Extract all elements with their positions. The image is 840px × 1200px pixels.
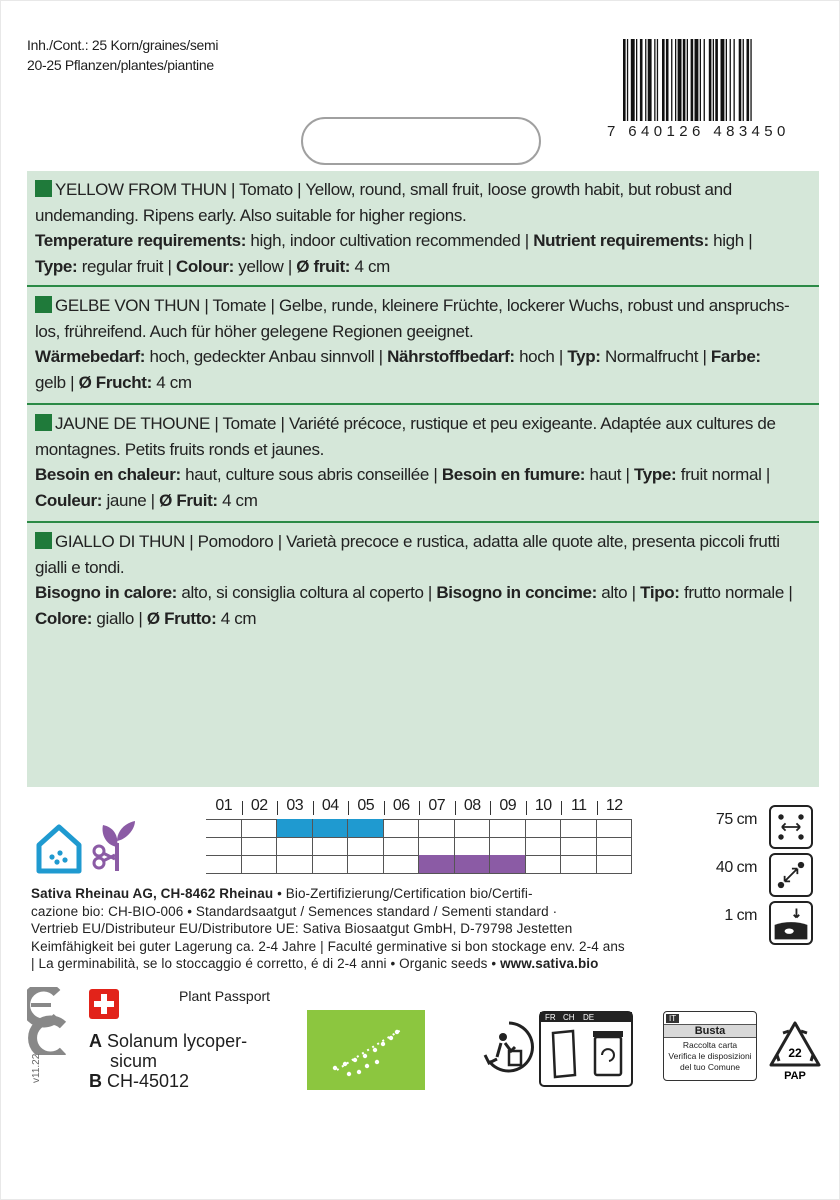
barcode-bar: [713, 39, 714, 121]
barcode-bar: [627, 39, 628, 121]
month-label: 09: [499, 797, 517, 814]
month-label: 11: [570, 797, 587, 814]
barcode-bar: [750, 39, 751, 121]
description-it: GIALLO DI THUN | Pomodoro | Varietà precoce e rustica, adatta alle quote alte, presenta piccoli frutti gialli e tondi. Bisogno in calore: alto, si consiglia coltura al coperto | Bisogno in concime: alto | Tipo: frutto normale | Colore: giallo | Ø Frutto: 4 cm: [35, 532, 793, 628]
organic-star: [375, 1060, 379, 1064]
calendar-cell: [242, 855, 278, 873]
legal-text: Sativa Rheinau AG, CH-8462 Rheinau • Bio-Zertifizierung/Certification bio/Certifi- cazione bio: CH-BIO-006 • Standardsaatgut / Semences standard / Sementi standard · Vertrieb EU/Distributeur EU/Distributore UE: Sativa Biosaatgut GmbH, D-79798 Jestetten Keimfähigkeit bei guter Lagerung ca. 2-4 Jahre | Faculté germinative si bon stockage env. 2-4 ans | La germinabilità, se lo stoccaggio é corretto, é di 2-4 anni • Organic seeds • www.sativa.bio: [31, 886, 625, 971]
grid-line: [206, 873, 632, 874]
month-divider: [597, 801, 598, 815]
organic-star: [347, 1072, 351, 1076]
eu-organic-leaf-icon: [307, 1010, 425, 1090]
busta-instructions: Raccolta carta Verifica le disposizioni del tuo Comune: [668, 1040, 752, 1072]
barcode-bar: [636, 39, 637, 121]
calendar-cell: [348, 855, 384, 873]
section-marker: [35, 180, 52, 197]
content-line-1: Inh./Cont.: 25 Korn/graines/semi: [27, 37, 219, 53]
organic-star: [357, 1070, 361, 1074]
month-label: 10: [534, 797, 552, 814]
barcode-bar: [734, 39, 735, 121]
barcode-bar: [666, 39, 669, 121]
calendar-cell: [384, 855, 420, 873]
barcode-bar: [704, 39, 705, 121]
section-marker: [35, 414, 52, 431]
swiss-flag-icon: [89, 989, 119, 1019]
month-divider: [277, 801, 278, 815]
barcode-bar: [631, 39, 635, 121]
recycle-icon: [479, 1017, 539, 1077]
organic-star: [333, 1066, 337, 1070]
month-label: 04: [321, 797, 339, 814]
organic-star: [381, 1042, 385, 1046]
italy-disposal-label: [663, 1011, 757, 1081]
barcode-bar: [691, 39, 694, 121]
calendar-cell: [597, 855, 633, 873]
month-label: 12: [605, 797, 623, 814]
month-label: 05: [357, 797, 375, 814]
barcode-bar: [730, 39, 731, 121]
calendar-cell: [455, 837, 491, 855]
busta-country: IT: [666, 1014, 679, 1023]
barcode-bar: [654, 39, 655, 121]
version-code: v11.22: [31, 1053, 42, 1083]
calendar-cell: [277, 855, 313, 873]
seedling-scissors-icon: [91, 819, 143, 875]
barcode-bar: [743, 39, 744, 121]
calendar-cell: [526, 819, 562, 837]
calendar-cell: [490, 837, 526, 855]
sowing-cell: [313, 819, 349, 837]
calendar-cell: [526, 855, 562, 873]
calendar-cell: [313, 837, 349, 855]
separator: [27, 521, 819, 523]
sowing-depth-value: 1 cm: [724, 907, 757, 924]
calendar-cell: [419, 819, 455, 837]
calendar-cell: [561, 819, 597, 837]
harvest-cell: [455, 855, 491, 873]
harvest-cell: [490, 855, 526, 873]
month-divider: [526, 801, 527, 815]
calendar-cell: [490, 819, 526, 837]
section-marker: [35, 532, 52, 549]
month-divider: [384, 801, 385, 815]
month-label: 01: [215, 797, 233, 814]
harvest-cell: [419, 855, 455, 873]
content-info: [27, 35, 218, 75]
barcode-bar: [683, 39, 686, 121]
eu-passport-mark-icon: [27, 987, 71, 1055]
country-ch: CH: [563, 1013, 575, 1022]
barcode-bar: [645, 39, 646, 121]
calendar-cell: [206, 837, 242, 855]
barcode-number: 7 640126 483450: [607, 123, 790, 140]
barcode-bar: [662, 39, 665, 121]
calendar-cell: [561, 837, 597, 855]
barcode-bar: [747, 39, 750, 121]
svg-text:PAP: PAP: [784, 1070, 806, 1082]
calendar-cell: [206, 855, 242, 873]
content-line-2: 20-25 Pflanzen/plantes/piantine: [27, 57, 214, 73]
section-marker: [35, 296, 52, 313]
month-divider: [348, 801, 349, 815]
month-label: 02: [250, 797, 268, 814]
separator: [27, 285, 819, 287]
bin-icon: [539, 1011, 633, 1087]
description-de: GELBE VON THUN | Tomate | Gelbe, runde, kleinere Früchte, lockerer Wuchs, robust und anspruchs- los, frühreifend. Auch für höher gelegene Regionen geeignet. Wärmebedarf: hoch, gedeckter Anbau sinnvoll | Nährstoffbedarf: hoch | Typ: Normalfrucht | Farbe: gelb | Ø Frucht: 4 cm: [35, 296, 790, 392]
sowing-depth-icon: [769, 901, 813, 945]
calendar-cell: [242, 819, 278, 837]
calendar-cell: [242, 837, 278, 855]
barcode-bar: [675, 39, 676, 121]
calendar-cell: [348, 837, 384, 855]
month-divider: [455, 801, 456, 815]
sowing-cell: [348, 819, 384, 837]
barcode-bar: [695, 39, 699, 121]
barcode-bar: [623, 39, 626, 121]
calendar-cell: [597, 819, 633, 837]
pap-recycle-icon: [767, 1019, 823, 1083]
calendar-cell: [526, 837, 562, 855]
row-spacing-value: 75 cm: [715, 811, 757, 828]
calendar-cell: [384, 837, 420, 855]
barcode-bar: [739, 39, 742, 121]
barcode-bar: [671, 39, 672, 121]
barcode-bar: [648, 39, 652, 121]
month-divider: [313, 801, 314, 815]
month-divider: [490, 801, 491, 815]
month-label: 03: [286, 797, 304, 814]
row-spacing-icon: [769, 805, 813, 849]
month-label: 08: [463, 797, 481, 814]
calendar-cell: [384, 819, 420, 837]
month-divider: [561, 801, 562, 815]
company-name: Sativa Rheinau AG, CH-8462 Rheinau: [31, 886, 274, 901]
country-fr: FR: [545, 1013, 556, 1022]
month-divider: [242, 801, 243, 815]
description-panel: [27, 171, 819, 787]
barcode-bar: [640, 39, 643, 121]
month-label: 07: [428, 797, 446, 814]
barcode-bar: [700, 39, 701, 121]
calendar-cell: [419, 837, 455, 855]
barcode-bar: [657, 39, 658, 121]
organic-star: [373, 1048, 377, 1052]
busta-title: Busta: [664, 1024, 756, 1038]
barcode-bar: [687, 39, 688, 121]
country-de: DE: [583, 1013, 595, 1022]
barcode-bar: [709, 39, 712, 121]
barcode-bar: [726, 39, 727, 121]
separator: [27, 403, 819, 405]
calendar-cell: [561, 855, 597, 873]
plant-passport-details: A Solanum lycoper- sicum B CH-45012: [89, 1031, 248, 1091]
month-label: 06: [392, 797, 410, 814]
barcode-bar: [678, 39, 682, 121]
website-link[interactable]: www.sativa.bio: [500, 956, 599, 971]
hang-hole: [301, 117, 541, 165]
calendar-cell: [313, 855, 349, 873]
month-divider: [419, 801, 420, 815]
plant-spacing-value: 40 cm: [715, 859, 757, 876]
description-fr: JAUNE DE THOUNE | Tomate | Variété précoce, rustique et peu exigeante. Adaptée aux cultures de montagnes. Petits fruits ronds et jaunes. Besoin en chaleur: haut, culture sous abris conseillée | Besoin en fumure: haut | Type: fruit normal | Couleur: jaune | Ø Fruit: 4 cm: [35, 414, 776, 510]
sowing-cell: [277, 819, 313, 837]
calendar-cell: [597, 837, 633, 855]
plant-spacing-icon: [769, 853, 813, 897]
calendar-cell: [455, 819, 491, 837]
organic-star: [365, 1064, 369, 1068]
barcode-bar: [715, 39, 718, 121]
calendar-cell: [277, 837, 313, 855]
greenhouse-icon: [35, 823, 83, 875]
plant-passport-title: Plant Passport: [179, 988, 271, 1004]
barcode: [623, 39, 817, 121]
barcode-bar: [721, 39, 725, 121]
description-en: YELLOW FROM THUN | Tomato | Yellow, round, small fruit, loose growth habit, but robust and undemanding. Ripens early. Also suitable for higher regions. Temperature requirements: high, indoor cultivation recommended | Nutrient requirements: high | Type: regular fruit | Colour: yellow | Ø fruit: 4 cm: [35, 180, 753, 276]
organic-star: [363, 1054, 367, 1058]
svg-text:22: 22: [788, 1046, 802, 1060]
calendar-cell: [206, 819, 242, 837]
